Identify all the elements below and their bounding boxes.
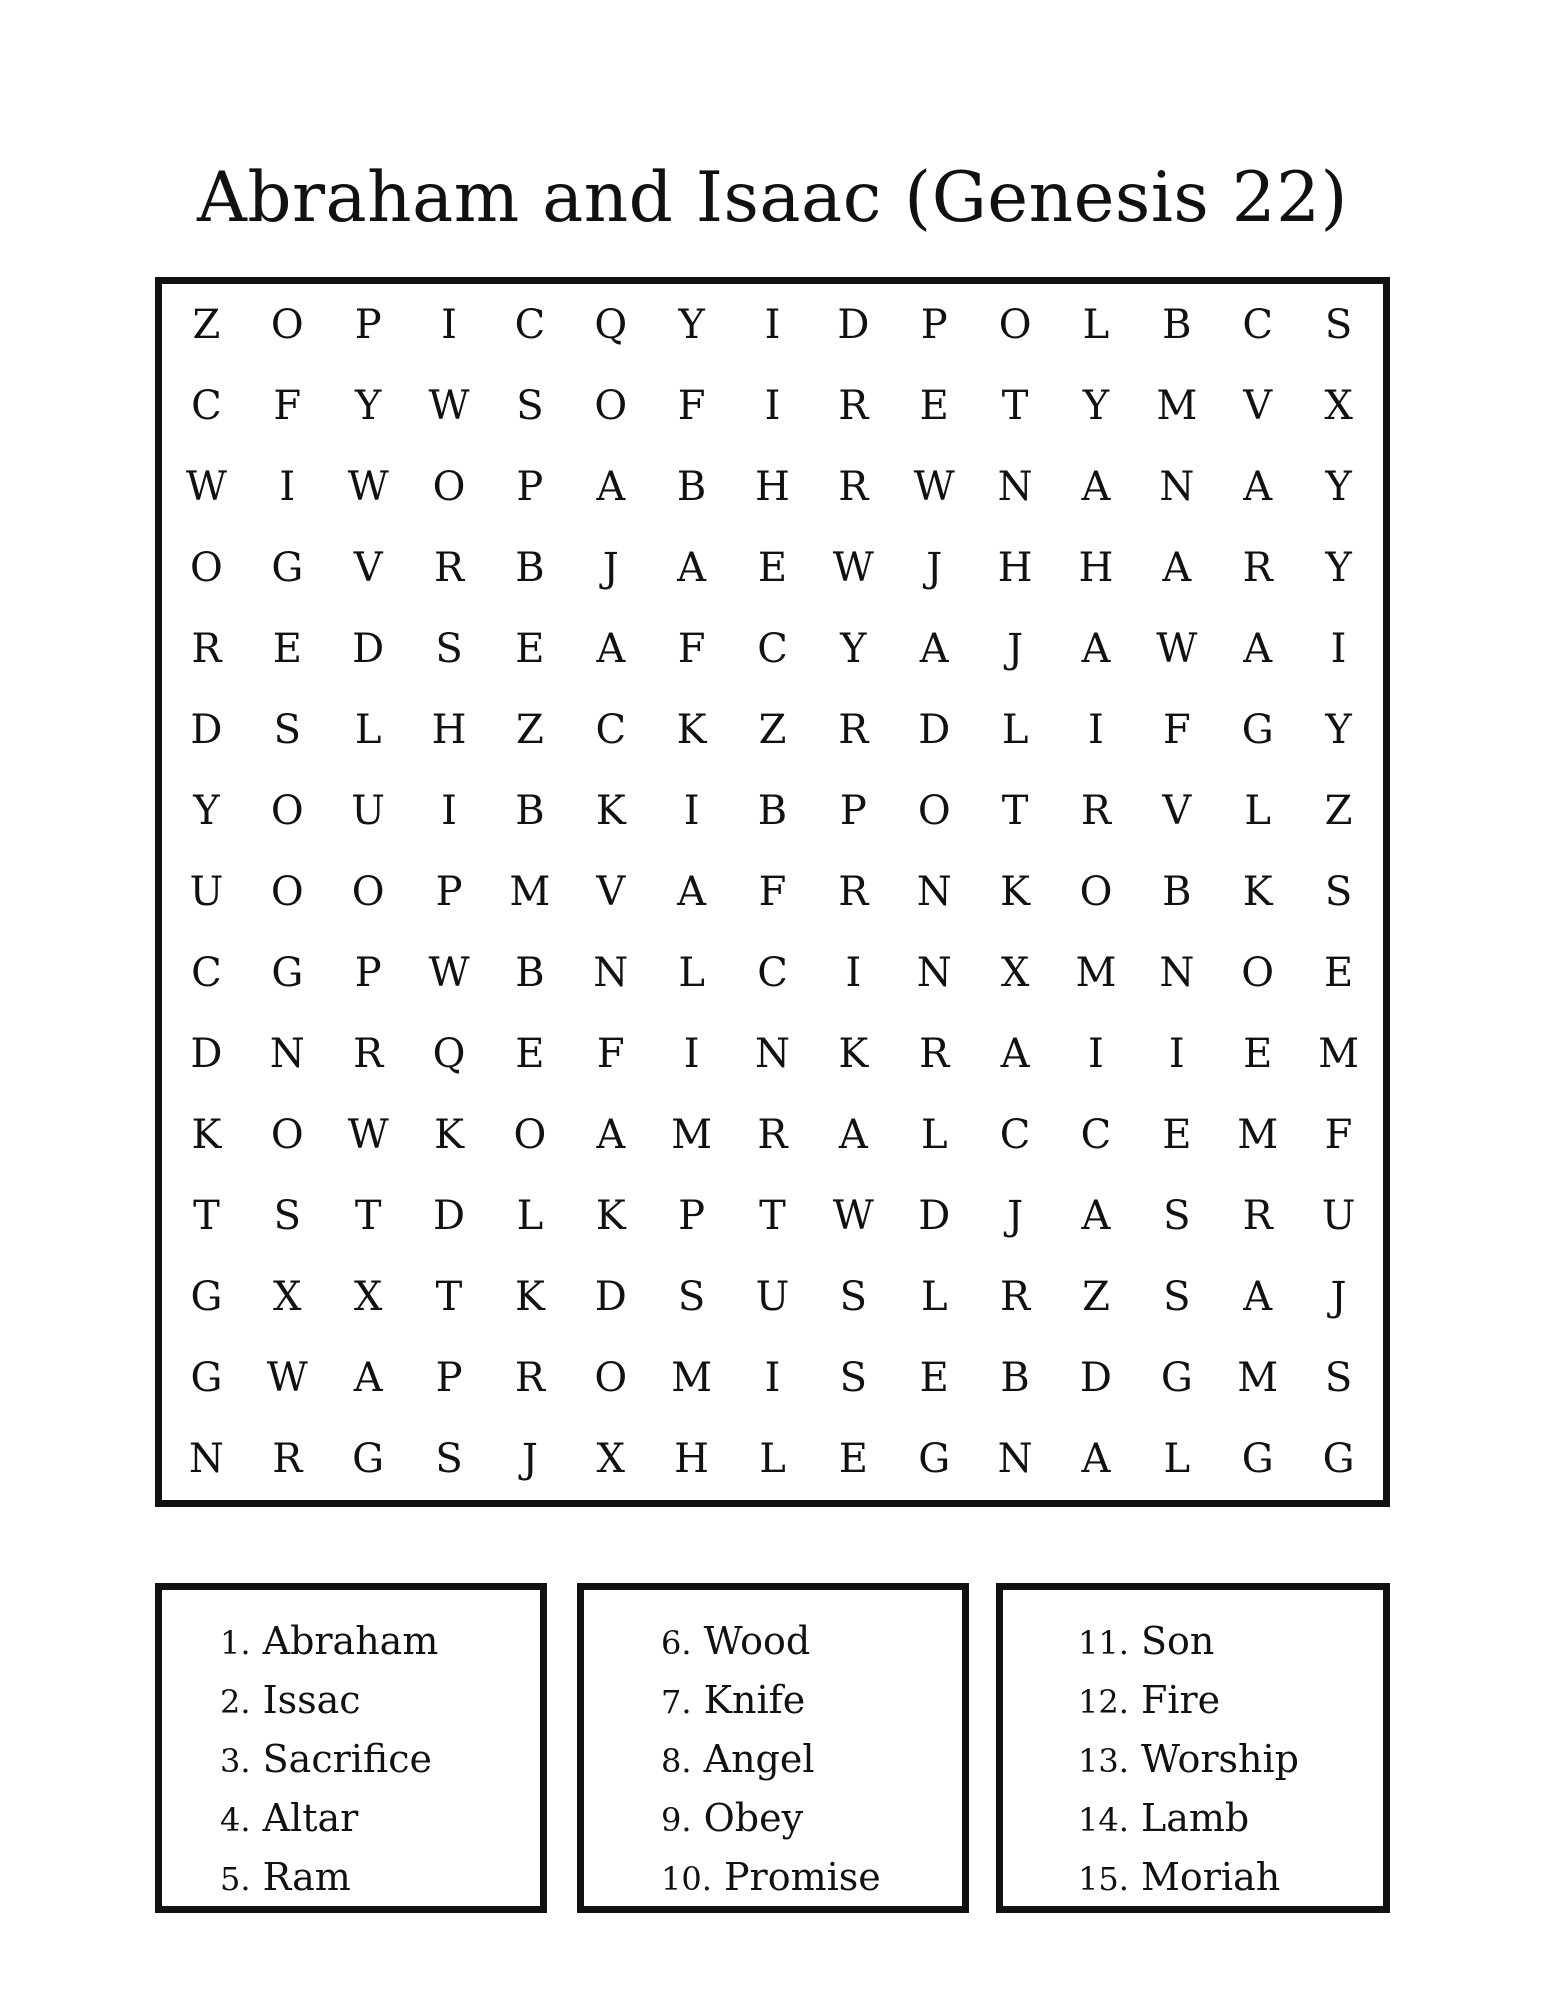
grid-letter[interactable]: C [1080, 1112, 1112, 1159]
grid-letter[interactable]: M [509, 868, 551, 915]
grid-letter[interactable]: T [435, 1274, 463, 1321]
word-number: 15. [1078, 1860, 1129, 1898]
word-list-3 [1078, 1612, 1299, 1907]
grid-letter[interactable]: U [1321, 1193, 1356, 1240]
grid-letter[interactable]: A [1081, 1193, 1111, 1240]
grid-letter[interactable]: O [351, 868, 385, 915]
grid-letter[interactable]: J [1007, 625, 1024, 672]
grid-letter[interactable]: P [354, 301, 382, 348]
grid-letter[interactable]: J [1330, 1274, 1347, 1321]
grid-letter[interactable]: I [764, 301, 781, 348]
word-number: 8. [661, 1742, 692, 1780]
grid-letter[interactable]: S [273, 706, 301, 753]
word-label: Fire [1140, 1678, 1221, 1722]
grid-letter[interactable]: I [683, 787, 700, 834]
word-label: Altar [262, 1796, 359, 1840]
grid-letter[interactable]: K [434, 1112, 464, 1159]
grid-letter[interactable]: N [997, 463, 1033, 510]
word-number: 10. [661, 1860, 712, 1898]
grid-letter[interactable]: S [1324, 301, 1353, 348]
grid-letter[interactable]: M [1075, 950, 1117, 997]
grid-letter[interactable]: W [347, 1112, 389, 1159]
grid-letter[interactable]: Z [758, 706, 787, 753]
grid-letter[interactable]: L [516, 1193, 544, 1240]
grid-letter[interactable]: M [1237, 1355, 1279, 1402]
grid-letter[interactable]: K [595, 1193, 626, 1240]
word-list-item [661, 1671, 881, 1730]
grid-letter[interactable]: G [271, 544, 304, 591]
grid-letter[interactable]: B [515, 950, 545, 997]
word-search-grid [162, 284, 1383, 1500]
word-number: 11. [1078, 1624, 1129, 1662]
grid-letter[interactable]: F [677, 382, 706, 429]
grid-letter[interactable]: R [353, 1031, 384, 1078]
grid-letter[interactable]: E [919, 382, 949, 429]
word-list-item [220, 1671, 438, 1730]
grid-letter[interactable]: Z [515, 706, 544, 753]
grid-letter[interactable]: E [515, 625, 545, 672]
grid-letter[interactable]: Y [1325, 706, 1352, 753]
word-label: Wood [703, 1619, 811, 1663]
word-number: 5. [220, 1860, 251, 1898]
grid-letter[interactable]: O [432, 463, 466, 510]
grid-letter[interactable]: Z [1324, 787, 1353, 834]
grid-letter[interactable]: L [920, 1112, 948, 1159]
grid-letter[interactable]: D [190, 1031, 223, 1078]
grid-letter[interactable]: P [920, 301, 948, 348]
grid-letter[interactable]: O [270, 1112, 304, 1159]
grid-letter[interactable]: I [1088, 706, 1104, 753]
grid-letter[interactable]: N [269, 1031, 305, 1078]
grid-letter[interactable]: I [683, 1031, 700, 1078]
grid-letter[interactable]: S [435, 625, 463, 672]
grid-letter[interactable]: P [516, 463, 544, 510]
grid-letter[interactable]: G [1322, 1436, 1355, 1483]
grid-letter[interactable]: B [676, 463, 707, 510]
word-label: Issac [262, 1678, 361, 1722]
grid-letter[interactable]: M [671, 1112, 713, 1159]
grid-letter[interactable]: R [514, 1355, 545, 1402]
grid-letter[interactable]: T [354, 1193, 382, 1240]
grid-letter[interactable]: Z [192, 301, 221, 348]
grid-letter[interactable]: M [1318, 1031, 1360, 1078]
grid-letter[interactable]: N [997, 1436, 1033, 1483]
grid-letter[interactable]: E [1323, 950, 1354, 997]
word-number: 13. [1078, 1742, 1129, 1780]
grid-letter[interactable]: P [435, 868, 463, 915]
grid-letter[interactable]: C [191, 382, 222, 429]
word-label: Moriah [1140, 1855, 1281, 1899]
grid-letter[interactable]: F [677, 625, 706, 672]
grid-letter[interactable]: B [515, 787, 545, 834]
grid-letter[interactable]: B [515, 544, 545, 591]
grid-letter[interactable]: G [1160, 1355, 1193, 1402]
grid-letter[interactable]: D [190, 706, 223, 753]
grid-letter[interactable]: O [270, 868, 304, 915]
grid-letter[interactable]: X [1324, 382, 1353, 429]
grid-letter[interactable]: V [353, 544, 383, 591]
grid-letter[interactable]: X [1000, 950, 1030, 997]
grid-letter[interactable]: G [352, 1436, 385, 1483]
grid-letter[interactable]: A [596, 625, 626, 672]
grid-letter[interactable]: K [191, 1112, 222, 1159]
word-label: Angel [703, 1737, 815, 1781]
grid-letter[interactable]: E [919, 1355, 949, 1402]
grid-letter[interactable]: O [1079, 868, 1113, 915]
grid-letter[interactable]: N [916, 950, 952, 997]
grid-letter[interactable]: L [920, 1274, 948, 1321]
grid-letter[interactable]: L [759, 1436, 786, 1483]
grid-letter[interactable]: A [1243, 463, 1273, 510]
grid-letter[interactable]: R [838, 463, 869, 510]
grid-letter[interactable]: W [1156, 625, 1198, 672]
grid-letter[interactable]: B [1162, 301, 1192, 348]
word-list-item [1078, 1848, 1299, 1907]
grid-letter[interactable]: Y [840, 625, 867, 672]
grid-letter[interactable]: S [1324, 1355, 1353, 1402]
grid-letter[interactable]: A [1243, 1274, 1273, 1321]
grid-letter[interactable]: T [193, 1193, 220, 1240]
grid-letter[interactable]: S [273, 1193, 301, 1240]
grid-letter[interactable]: E [272, 625, 302, 672]
grid-letter[interactable]: R [272, 1436, 303, 1483]
grid-letter[interactable]: D [837, 301, 870, 348]
grid-letter[interactable]: O [270, 787, 304, 834]
grid-letter[interactable]: L [1244, 787, 1271, 834]
grid-letter[interactable]: X [596, 1436, 625, 1483]
word-list-item [661, 1789, 881, 1848]
grid-letter[interactable]: W [347, 463, 389, 510]
grid-letter[interactable]: O [513, 1112, 547, 1159]
grid-letter[interactable]: A [677, 544, 707, 591]
grid-letter[interactable]: O [594, 1355, 628, 1402]
word-label: Knife [703, 1678, 806, 1722]
word-number: 6. [661, 1624, 692, 1662]
grid-letter[interactable]: G [1241, 706, 1274, 753]
grid-letter[interactable]: G [190, 1274, 223, 1321]
grid-letter[interactable]: I [764, 382, 781, 429]
grid-letter[interactable]: R [191, 625, 222, 672]
grid-letter[interactable]: D [918, 1193, 951, 1240]
grid-letter[interactable]: S [1163, 1274, 1191, 1321]
grid-letter[interactable]: J [602, 544, 619, 591]
grid-letter[interactable]: Y [1082, 382, 1110, 429]
word-search-grid-frame [155, 277, 1390, 1507]
grid-letter[interactable]: Z [1082, 1274, 1110, 1321]
grid-letter[interactable]: C [1242, 301, 1273, 348]
grid-letter[interactable]: R [433, 544, 465, 591]
grid-letter[interactable]: A [1162, 544, 1192, 591]
grid-letter[interactable]: K [838, 1031, 869, 1078]
grid-letter[interactable]: R [1080, 787, 1112, 834]
grid-letter[interactable]: A [1081, 463, 1111, 510]
grid-letter[interactable]: S [839, 1274, 868, 1321]
grid-letter[interactable]: R [838, 382, 869, 429]
grid-letter[interactable]: G [190, 1355, 223, 1402]
grid-letter[interactable]: Y [1325, 544, 1352, 591]
word-list-item [1078, 1789, 1299, 1848]
grid-letter[interactable]: I [764, 1355, 781, 1402]
grid-letter[interactable]: Y [1325, 463, 1352, 510]
grid-letter[interactable]: A [596, 1112, 626, 1159]
word-list-item [1078, 1730, 1299, 1789]
word-number: 1. [220, 1624, 251, 1662]
grid-letter[interactable]: H [997, 544, 1033, 591]
grid-letter[interactable]: E [1243, 1031, 1273, 1078]
word-list-item [220, 1789, 438, 1848]
grid-letter[interactable]: Y [354, 382, 382, 429]
grid-letter[interactable]: A [677, 868, 707, 915]
grid-letter[interactable]: L [1082, 301, 1110, 348]
word-list-box-1 [155, 1583, 547, 1913]
grid-letter[interactable]: P [678, 1193, 706, 1240]
grid-letter[interactable]: W [185, 463, 227, 510]
grid-letter[interactable]: A [1243, 625, 1273, 672]
grid-letter[interactable]: B [757, 787, 788, 834]
grid-letter[interactable]: R [838, 868, 869, 915]
grid-letter[interactable]: P [839, 787, 867, 834]
grid-letter[interactable]: G [271, 950, 304, 997]
grid-letter[interactable]: C [999, 1112, 1031, 1159]
word-number: 2. [220, 1683, 251, 1721]
grid-letter[interactable]: C [514, 301, 546, 348]
grid-letter[interactable]: N [1159, 463, 1195, 510]
word-label: Promise [723, 1855, 881, 1899]
grid-letter[interactable]: C [595, 706, 627, 753]
grid-letter[interactable]: P [435, 1355, 463, 1402]
grid-letter[interactable]: X [273, 1274, 302, 1321]
grid-letter[interactable]: D [432, 1193, 466, 1240]
word-list-item [661, 1848, 881, 1907]
grid-letter[interactable]: H [674, 1436, 710, 1483]
grid-letter[interactable]: S [516, 382, 544, 429]
grid-letter[interactable]: D [352, 625, 385, 672]
grid-letter[interactable]: T [1001, 787, 1029, 834]
word-list-item [1078, 1612, 1299, 1671]
grid-letter[interactable]: O [917, 787, 951, 834]
word-number: 4. [220, 1801, 251, 1839]
grid-letter[interactable]: I [441, 787, 457, 834]
word-label: Sacrifice [262, 1737, 433, 1781]
word-number: 3. [220, 1742, 251, 1780]
grid-letter[interactable]: W [428, 382, 470, 429]
grid-letter[interactable]: W [832, 544, 874, 591]
grid-letter[interactable]: V [1243, 382, 1273, 429]
grid-letter[interactable]: L [1001, 706, 1029, 753]
grid-letter[interactable]: I [1330, 625, 1347, 672]
word-label: Obey [703, 1796, 804, 1840]
grid-letter[interactable]: N [593, 950, 629, 997]
grid-letter[interactable]: W [428, 950, 470, 997]
grid-letter[interactable]: W [266, 1355, 308, 1402]
word-list-item [220, 1848, 438, 1907]
grid-letter[interactable]: U [755, 1274, 790, 1321]
word-label: Lamb [1140, 1796, 1250, 1840]
grid-letter[interactable]: N [754, 1031, 790, 1078]
word-list-box-3 [996, 1583, 1390, 1913]
grid-letter[interactable]: A [919, 625, 949, 672]
grid-letter[interactable]: S [1324, 868, 1353, 915]
grid-letter[interactable]: R [757, 1112, 788, 1159]
grid-letter[interactable]: D [1079, 1355, 1112, 1402]
grid-letter[interactable]: B [1162, 868, 1192, 915]
grid-letter[interactable]: V [596, 868, 626, 915]
grid-letter[interactable]: I [845, 950, 862, 997]
grid-letter[interactable]: D [918, 706, 951, 753]
grid-letter[interactable]: C [757, 950, 788, 997]
grid-letter[interactable]: K [676, 706, 707, 753]
grid-letter[interactable]: Y [193, 787, 220, 834]
grid-letter[interactable]: O [1241, 950, 1275, 997]
grid-letter[interactable]: L [1163, 1436, 1191, 1483]
grid-letter[interactable]: G [1241, 1436, 1274, 1483]
word-list-item [661, 1730, 881, 1789]
grid-letter[interactable]: H [755, 463, 790, 510]
grid-letter[interactable]: S [435, 1436, 463, 1483]
grid-letter[interactable]: L [354, 706, 382, 753]
grid-letter[interactable]: Q [594, 301, 628, 348]
grid-letter[interactable]: A [1081, 625, 1111, 672]
grid-letter[interactable]: A [1000, 1031, 1030, 1078]
grid-letter[interactable]: A [1081, 1436, 1111, 1483]
word-list-item [220, 1730, 438, 1789]
grid-letter[interactable]: G [918, 1436, 951, 1483]
grid-letter[interactable]: F [1324, 1112, 1353, 1159]
grid-letter[interactable]: N [916, 868, 952, 915]
grid-letter[interactable]: K [1000, 868, 1031, 915]
grid-letter[interactable]: E [838, 1436, 868, 1483]
word-label: Son [1140, 1619, 1215, 1663]
grid-letter[interactable]: S [677, 1274, 706, 1321]
grid-letter[interactable]: R [1242, 1193, 1273, 1240]
grid-letter[interactable]: A [838, 1112, 868, 1159]
grid-letter[interactable]: N [188, 1436, 224, 1483]
page-title: Abraham and Isaac (Genesis 22) [197, 158, 1348, 238]
grid-letter[interactable]: O [190, 544, 223, 591]
grid-letter[interactable]: A [353, 1355, 383, 1402]
grid-letter[interactable]: I [279, 463, 296, 510]
word-list-item [220, 1612, 438, 1671]
grid-letter[interactable]: Y [678, 301, 705, 348]
grid-letter[interactable]: J [1007, 1193, 1024, 1240]
grid-letter[interactable]: F [596, 1031, 625, 1078]
grid-letter[interactable]: W [913, 463, 955, 510]
word-number: 9. [661, 1801, 692, 1839]
word-list-1 [220, 1612, 438, 1907]
grid-letter[interactable]: E [515, 1031, 545, 1078]
grid-letter[interactable]: V [1162, 787, 1192, 834]
grid-letter[interactable]: T [759, 1193, 786, 1240]
grid-letter[interactable]: A [596, 463, 626, 510]
grid-letter[interactable]: D [594, 1274, 627, 1321]
grid-letter[interactable]: C [191, 950, 222, 997]
grid-letter[interactable]: O [998, 301, 1032, 348]
word-list-item [1078, 1671, 1299, 1730]
word-number: 7. [661, 1683, 692, 1721]
grid-letter[interactable]: R [1242, 544, 1273, 591]
grid-letter[interactable]: S [839, 1355, 868, 1402]
grid-letter[interactable]: T [1001, 382, 1029, 429]
grid-letter[interactable]: R [1000, 1274, 1031, 1321]
word-number: 14. [1078, 1801, 1129, 1839]
grid-letter[interactable]: F [273, 382, 302, 429]
grid-letter[interactable]: U [351, 787, 386, 834]
grid-letter[interactable]: W [832, 1193, 874, 1240]
grid-letter[interactable]: J [926, 544, 943, 591]
grid-letter[interactable]: O [594, 382, 628, 429]
grid-letter[interactable]: M [1237, 1112, 1279, 1159]
grid-letter[interactable]: N [1159, 950, 1195, 997]
grid-letter[interactable]: K [514, 1274, 545, 1321]
grid-letter[interactable]: I [1088, 1031, 1104, 1078]
grid-letter[interactable]: M [671, 1355, 713, 1402]
grid-letter[interactable]: U [189, 868, 224, 915]
grid-letter[interactable]: L [678, 950, 705, 997]
grid-letter[interactable]: K [1242, 868, 1273, 915]
grid-letter[interactable]: Q [432, 1031, 466, 1078]
grid-letter[interactable]: S [1163, 1193, 1191, 1240]
grid-letter[interactable]: C [757, 625, 788, 672]
grid-letter[interactable]: I [1168, 1031, 1185, 1078]
grid-letter[interactable]: E [1162, 1112, 1192, 1159]
word-list-2 [661, 1612, 881, 1907]
grid-letter[interactable]: K [595, 787, 626, 834]
grid-letter[interactable]: E [757, 544, 788, 591]
word-list-box-2 [577, 1583, 969, 1913]
grid-letter[interactable]: O [270, 301, 304, 348]
grid-letter[interactable]: H [431, 706, 467, 753]
grid-letter[interactable]: F [758, 868, 787, 915]
grid-letter[interactable]: X [353, 1274, 383, 1321]
grid-letter[interactable]: R [919, 1031, 950, 1078]
word-label: Worship [1140, 1737, 1299, 1781]
grid-letter[interactable]: B [1000, 1355, 1030, 1402]
grid-letter[interactable]: J [521, 1436, 538, 1483]
grid-letter[interactable]: P [354, 950, 382, 997]
word-label: Abraham [262, 1619, 439, 1663]
word-list-item [661, 1612, 881, 1671]
grid-letter[interactable]: I [441, 301, 457, 348]
grid-letter[interactable]: H [1078, 544, 1114, 591]
grid-letter[interactable]: M [1156, 382, 1198, 429]
word-label: Ram [262, 1855, 351, 1899]
word-number: 12. [1078, 1683, 1129, 1721]
grid-letter[interactable]: F [1162, 706, 1191, 753]
grid-letter[interactable]: R [838, 706, 869, 753]
